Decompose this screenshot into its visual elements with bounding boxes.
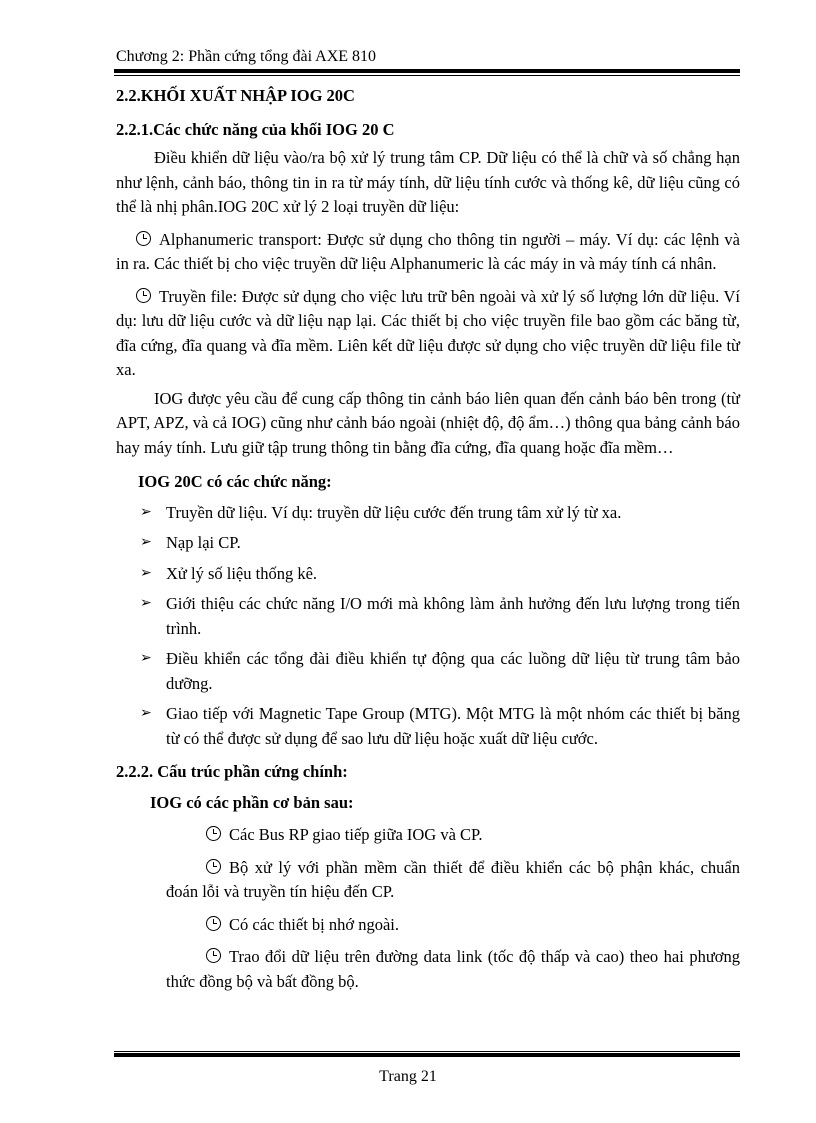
arrow-bullet-icon: ➢: [140, 596, 152, 611]
function-item: ➢ Giới thiệu các chức năng I/O mới mà không làm ảnh hưởng đến lưu lượng trong tiến trình.: [140, 594, 740, 638]
part-item: Trao đổi dữ liệu trên đường data link (tốc độ thấp và cao) theo hai phương thức đồng bộ và bất đồng bộ.: [166, 947, 740, 991]
arrow-bullet-icon: ➢: [140, 504, 152, 520]
footer-rule: [114, 1053, 740, 1057]
section-title: 2.2.KHỐI XUẤT NHẬP IOG 20C: [116, 86, 355, 105]
arrow-bullet-icon: ➢: [140, 651, 152, 666]
subsection-title-functions: 2.2.1.Các chức năng của khối IOG 20 C: [116, 119, 395, 139]
function-item: ➢ Nạp lại CP.: [116, 531, 740, 556]
clock-icon: [206, 916, 221, 931]
parts-title: IOG có các phần cơ bản sau:: [150, 792, 354, 812]
function-item: ➢ Điều khiển các tổng đài điều khiển tự động qua các luồng dữ liệu từ trung tâm bảo dưỡng.: [140, 649, 740, 693]
clock-icon: [136, 288, 151, 303]
footer-rule-thin: [114, 1051, 740, 1052]
alarm-paragraph: IOG được yêu cầu để cung cấp thông tin cảnh báo liên quan đến cảnh báo bên trong (từ APT, APZ, và cả IOG) cũng như cảnh báo ngoài (nhiệt độ, độ ẩm…) thông qua bảng cảnh báo hay máy tính. Lưu giữ tập trung thông tin bằng đĩa cứng, đĩa quang hoặc đĩa mềm…: [116, 388, 740, 457]
clock-icon: [206, 948, 221, 963]
chapter-header: Chương 2: Phần cứng tổng đài AXE 810: [116, 48, 377, 65]
functions-title: IOG 20C có các chức năng:: [138, 472, 332, 491]
function-item: ➢ Xử lý số liệu thống kê.: [116, 562, 740, 587]
function-item: ➢ Giao tiếp với Magnetic Tape Group (MTG). Một MTG là một nhóm các thiết bị băng từ có thể được sử dụng để sao lưu dữ liệu hoặc xuất dữ liệu cước.: [140, 704, 740, 748]
header-rule-thin: [114, 75, 740, 76]
page-number: Trang 21: [379, 1068, 437, 1085]
function-item: ➢ Truyền dữ liệu. Ví dụ: truyền dữ liệu cước đến trung tâm xử lý từ xa.: [116, 501, 740, 526]
intro-paragraph: Điều khiển dữ liệu vào/ra bộ xử lý trung tâm CP. Dữ liệu có thể là chữ và số chẳng hạn như lệnh, cảnh báo, thông tin in ra từ máy tính, dữ liệu tính cước và thống kê, dữ liệu cũng có thể là nhị phân.IOG 20C xử lý 2 loại truyền dữ liệu:: [116, 148, 740, 216]
arrow-bullet-icon: ➢: [140, 565, 152, 581]
page-content: [116, 84, 740, 994]
part-item: Bộ xử lý với phần mềm cần thiết để điều khiển các bộ phận khác, chuẩn đoán lỗi và truyền tín hiệu đến CP.: [166, 857, 740, 901]
subsection-title-hardware: 2.2.2. Cấu trúc phần cứng chính:: [116, 762, 348, 781]
transport-item: Alphanumeric transport: Được sử dụng cho thông tin người – máy. Ví dụ: các lệnh và in ra. Các thiết bị cho việc truyền dữ liệu Alphanumeric là các máy in và máy tính cá nhân.: [116, 229, 740, 273]
header-rule: [114, 69, 740, 73]
clock-icon: [206, 826, 221, 841]
clock-icon: [136, 231, 151, 246]
clock-icon: [206, 859, 221, 874]
functions-list: [116, 501, 740, 752]
transport-item: Truyền file: Được sử dụng cho việc lưu trữ bên ngoài và xử lý số lượng lớn dữ liệu. Ví dụ: lưu dữ liệu cước và dữ liệu nạp lại. Các thiết bị cho việc truyền file bao gồm các băng từ, đĩa cứng, đĩa quang và đĩa mềm. Liên kết dữ liệu được sử dụng cho việc truyền dữ liệu file từ xa.: [116, 286, 740, 379]
arrow-bullet-icon: ➢: [140, 706, 152, 721]
part-item: Các Bus RP giao tiếp giữa IOG và CP.: [166, 823, 740, 848]
part-item: Có các thiết bị nhớ ngoài.: [166, 913, 740, 938]
arrow-bullet-icon: ➢: [140, 535, 152, 550]
